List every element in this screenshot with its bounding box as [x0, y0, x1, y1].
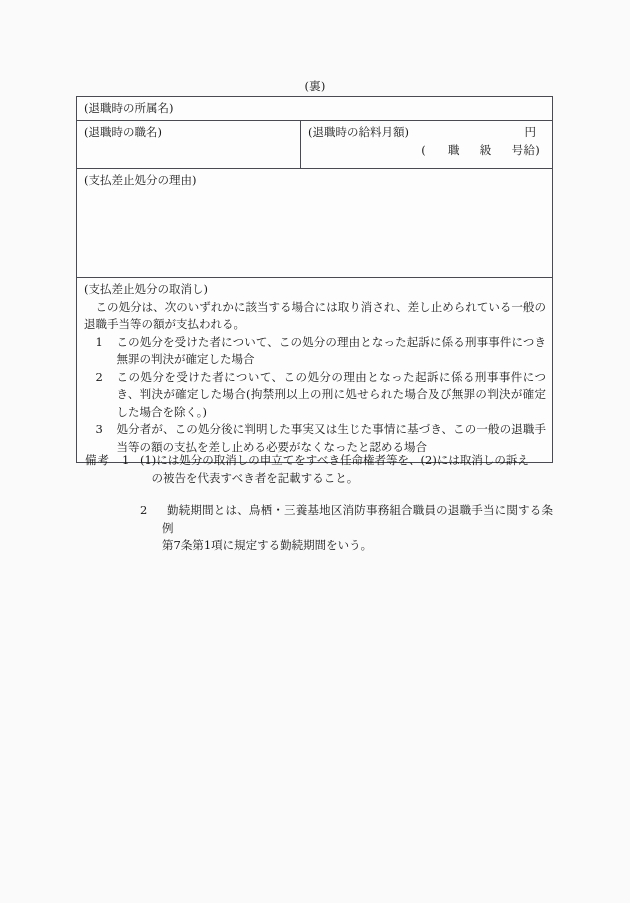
table-row-position-salary — [77, 121, 552, 169]
cancellation-clause-list — [84, 334, 546, 457]
table-row-affiliation — [77, 97, 552, 121]
clause-text: この処分を受けた者について、この処分の理由となった起訴に係る刑事事件につき無罪の判決が確定した場合 — [116, 334, 546, 366]
clause-text: 処分者が、この処分後に判明した事実又は生じた事情に基づき、この一般の退職手当等の額の支払を差し止める必要がなくなったと認める場合 — [116, 422, 546, 454]
salary-grade-step: 号給) — [511, 142, 540, 157]
clause-text: この処分を受けた者について、この処分の理由となった起訴に係る刑事事件につき、判決が確定した場合(拘禁刑以上の刑に処せられた場合及び無罪の判決が確定した場合を除く。) — [116, 369, 546, 419]
salary-grade-open-paren: ( — [421, 142, 426, 157]
salary-field[interactable] — [301, 121, 552, 168]
sheet-side-label: (裏) — [304, 79, 326, 93]
remark-item — [85, 502, 553, 555]
remarks-label: 備考 — [85, 453, 110, 467]
remark-line-2: 第7条第1項に規定する勤続期間をいう。 — [162, 538, 373, 552]
remark-line-1: 勤続期間とは、鳥栖・三養基地区消防事務組合職員の退職手当に関する条例 — [162, 503, 553, 535]
cancellation-block — [77, 278, 552, 462]
clause-item — [84, 421, 546, 456]
salary-label: (退職時の給料月額) — [308, 125, 409, 139]
remark-line-1: (1)には処分の取消しの申立てをすべき任命権者等を、(2)には取消しの訴え — [140, 453, 529, 467]
salary-grade-class: 級 — [479, 142, 492, 157]
clause-item — [84, 369, 546, 422]
salary-grade-line — [308, 142, 546, 160]
remark-item — [85, 452, 553, 487]
remark-number: 2 — [140, 503, 148, 517]
remark-number: 1 — [122, 453, 130, 467]
clause-number: 2 — [95, 369, 103, 384]
remark-line-2: の被告を代表すべき者を記載すること。 — [151, 470, 359, 485]
clause-number: 1 — [95, 334, 103, 349]
clause-item — [84, 334, 546, 369]
salary-currency-unit: 円 — [524, 125, 536, 139]
remark-text — [162, 502, 553, 555]
table-row-cancellation — [77, 278, 552, 462]
cancellation-heading: (支払差止処分の取消し) — [84, 282, 208, 296]
salary-grade-job: 職 — [447, 142, 460, 157]
form-table — [76, 96, 553, 463]
reason-field[interactable]: (支払差止処分の理由) — [84, 173, 197, 187]
table-row-reason — [77, 169, 552, 278]
remarks-section — [85, 452, 553, 555]
cancellation-lead-paragraph: この処分は、次のいずれかに該当する場合には取り消され、差し止められている一般の退職手当等の額が支払われる。 — [84, 299, 546, 331]
position-field[interactable]: (退職時の職名) — [77, 121, 301, 168]
affiliation-field[interactable]: (退職時の所属名) — [84, 101, 174, 115]
remark-text — [140, 452, 553, 487]
salary-amount-line — [308, 124, 546, 142]
clause-number: 3 — [95, 422, 103, 436]
